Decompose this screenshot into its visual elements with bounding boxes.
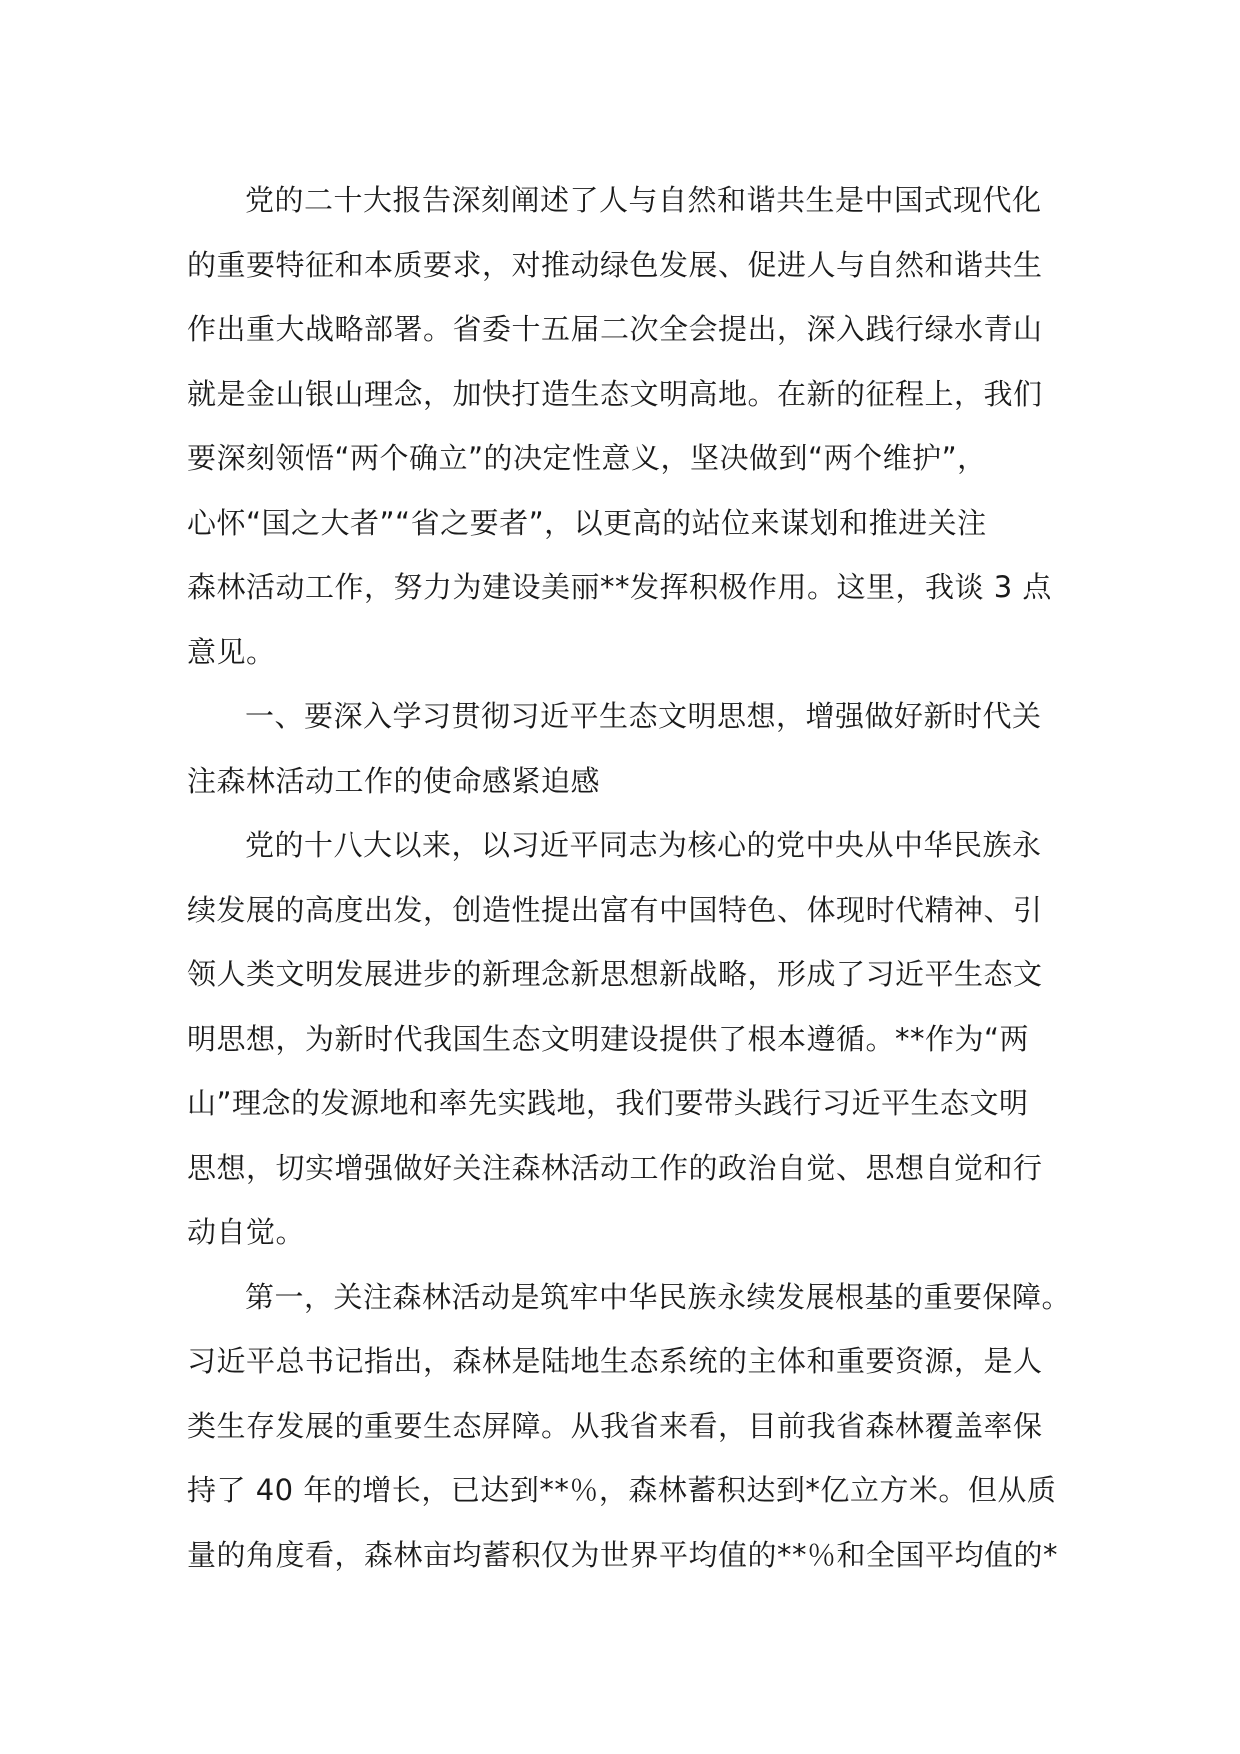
paragraph-1-line-3: 作出重大战略部署。省委十五届二次全会提出，深入践行绿水青山 (187, 312, 1043, 346)
paragraph-2-line-2: 续发展的高度出发，创造性提出富有中国特色、体现时代精神、引 (187, 892, 1043, 927)
document-body (187, 168, 1072, 1587)
paragraph-2-line-3: 领人类文明发展进步的新理念新思想新战略，形成了习近平生态文 (187, 957, 1043, 991)
paragraph-1-line-4: 就是金山银山理念，加快打造生态文明高地。在新的征程上，我们 (187, 376, 1043, 411)
paragraph-1-line-2: 的重要特征和本质要求，对推动绿色发展、促进人与自然和谐共生 (187, 247, 1043, 282)
paragraph-3-line-4: 持了 40 年的增长，已达到**％，森林蓄积达到*亿立方米。但从质 (187, 1473, 1057, 1507)
paragraph-2-line-6: 思想，切实增强做好关注森林活动工作的政治自觉、思想自觉和行 (187, 1150, 1043, 1185)
paragraph-2-line-7: 动自觉。 (187, 1215, 306, 1249)
paragraph-2-line-1: 党的十八大以来，以习近平同志为核心的党中央从中华民族永 (245, 828, 1042, 862)
paragraph-1-line-8: 意见。 (187, 634, 276, 669)
paragraph-3-line-2: 习近平总书记指出，森林是陆地生态系统的主体和重要资源，是人 (187, 1344, 1043, 1378)
paragraph-1-line-5: 要深刻领悟“两个确立”的决定性意义，坚决做到“两个维护”， (187, 441, 987, 475)
paragraph-3-line-1: 第一，关注森林活动是筑牢中华民族永续发展根基的重要保障。 (245, 1279, 1072, 1314)
section-heading-line-1: 一、要深入学习贯彻习近平生态文明思想，增强做好新时代关 (245, 699, 1042, 733)
paragraph-1-line-1: 党的二十大报告深刻阐述了人与自然和谐共生是中国式现代化 (245, 183, 1042, 217)
paragraph-1-line-7: 森林活动工作，努力为建设美丽**发挥积极作用。这里，我谈 3 点 (187, 570, 1052, 604)
paragraph-2-line-5: 山”理念的发源地和率先实践地，我们要带头践行习近平生态文明 (187, 1086, 1029, 1120)
paragraph-2-line-4: 明思想，为新时代我国生态文明建设提供了根本遵循。**作为“两 (187, 1021, 1030, 1056)
section-heading-line-2: 注森林活动工作的使命感紧迫感 (187, 763, 601, 798)
paragraph-1-line-6: 心怀“国之大者”“省之要者”，以更高的站位来谋划和推进关注 (187, 505, 987, 540)
paragraph-3-line-3: 类生存发展的重要生态屏障。从我省来看，目前我省森林覆盖率保 (187, 1408, 1043, 1443)
paragraph-3-line-5: 量的角度看，森林亩均蓄积仅为世界平均值的**％和全国平均值的* (187, 1537, 1059, 1572)
